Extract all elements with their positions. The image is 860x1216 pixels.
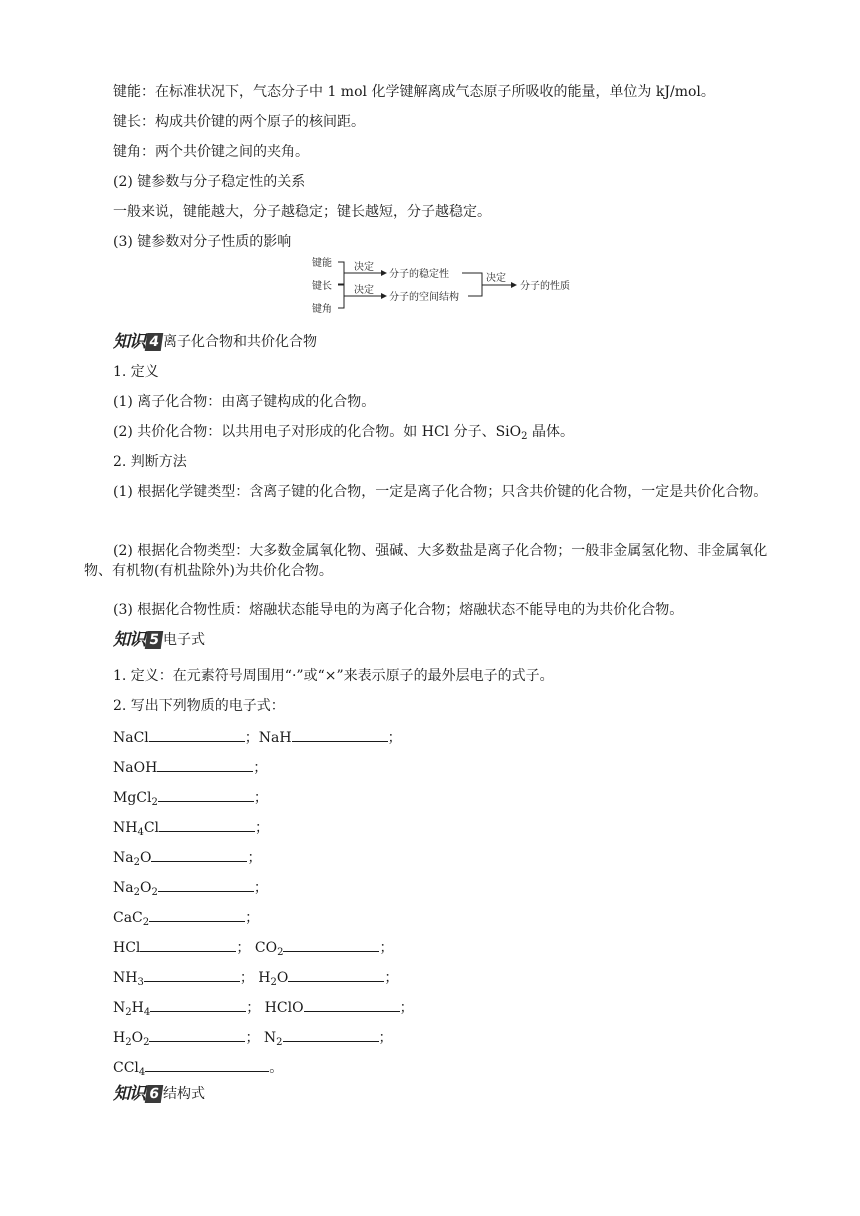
answer-blank[interactable]	[149, 726, 245, 742]
answer-blank[interactable]	[157, 756, 253, 772]
flow-bond-length: 键长	[312, 281, 332, 292]
answer-blank[interactable]	[158, 786, 254, 802]
knowledge-5-heading	[113, 628, 205, 652]
flow-property: 分子的性质	[520, 281, 570, 292]
knowledge-number-badge: 6	[145, 1085, 164, 1103]
formula-row: NaCl ；NaH ；	[113, 726, 402, 748]
section-stability-title: (2) 键参数与分子稳定性的关系	[113, 174, 306, 190]
formula-row: MgCl$_2$ ；	[113, 786, 268, 808]
electron-formula-task: 2. 写出下列物质的电子式：	[113, 698, 285, 714]
answer-blank[interactable]	[159, 816, 255, 832]
knowledge-number-badge: 4	[145, 333, 164, 351]
judge-method-title: 2. 判断方法	[113, 454, 187, 470]
knowledge-number-badge: 5	[145, 631, 164, 649]
ionic-compound-definition: (1) 离子化合物：由离子键构成的化合物。	[113, 394, 376, 410]
knowledge-4-title: 离子化合物和共价化合物	[163, 334, 317, 350]
knowledge-6-title: 结构式	[163, 1086, 205, 1102]
judge-method-3: (3) 根据化合物性质：熔融状态能导电的为离子化合物；熔融状态不能导电的为共价化合物。	[113, 602, 684, 618]
knowledge-4-heading	[113, 330, 317, 354]
section-property-title: (3) 键参数对分子性质的影响	[113, 234, 292, 250]
definition-title: 1. 定义	[113, 364, 159, 380]
section-stability-text: 一般来说，键能越大，分子越稳定；键长越短，分子越稳定。	[113, 204, 491, 220]
formula-row: $H_2O_2$ ； $N_2$ ；	[113, 1026, 393, 1048]
formula-row: CCl$_4$ 。	[113, 1056, 283, 1078]
knowledge-label: 知识	[113, 1084, 145, 1104]
formula-row: NaOH ；	[113, 756, 267, 778]
formula-row: HCl ； $CO_2$ ；	[113, 936, 393, 958]
knowledge-label: 知识	[113, 630, 145, 650]
knowledge-label: 知识	[113, 332, 145, 352]
answer-blank[interactable]	[150, 996, 246, 1012]
judge-method-2: (2) 根据化合物类型：大多数金属氧化物、强碱、大多数盐是离子化合物；一般非金属氢化物、非金属氧化物、有机物(有机盐除外)为共价化合物。	[84, 543, 768, 579]
formula-row: $Na_2O_2$ ；	[113, 876, 268, 898]
knowledge-6-heading	[113, 1082, 205, 1106]
answer-blank[interactable]	[283, 936, 379, 952]
answer-blank[interactable]	[151, 846, 247, 862]
formula-row: $NH_4Cl$ ；	[113, 816, 269, 838]
answer-blank[interactable]	[149, 906, 245, 922]
answer-blank[interactable]	[292, 726, 388, 742]
bond-length-definition: 键长：构成共价键的两个原子的核间距。	[113, 114, 365, 130]
formula-row: $Na_2O$ ；	[113, 846, 261, 868]
flow-bond-angle: 键角	[312, 304, 332, 315]
answer-blank[interactable]	[145, 1056, 269, 1072]
answer-blank[interactable]	[304, 996, 400, 1012]
formula-row: CaC$_2$ ；	[113, 906, 259, 928]
answer-blank[interactable]	[158, 876, 254, 892]
flow-decide-3: 决定	[486, 273, 506, 284]
bond-angle-definition: 键角：两个共价键之间的夹角。	[113, 144, 309, 160]
flow-decide-2: 决定	[354, 285, 374, 296]
flow-structure: 分子的空间结构	[389, 292, 459, 303]
flow-stability: 分子的稳定性	[389, 269, 449, 280]
answer-blank[interactable]	[144, 966, 240, 982]
knowledge-5-title: 电子式	[163, 632, 205, 648]
flow-decide-1: 决定	[354, 262, 374, 273]
covalent-compound-definition: (2) 共价化合物：以共用电子对形成的化合物。如 HCl 分子、SiO$_2$ 晶体。	[113, 424, 574, 442]
answer-blank[interactable]	[288, 966, 384, 982]
judge-method-1: (1) 根据化学键类型：含离子键的化合物，一定是离子化合物；只含共价键的化合物，一定是共价化合物。	[113, 484, 768, 500]
answer-blank[interactable]	[149, 1026, 245, 1042]
answer-blank[interactable]	[140, 936, 236, 952]
formula-row: $NH_3$ ； $H_2O$ ；	[113, 966, 398, 988]
answer-blank[interactable]	[283, 1026, 379, 1042]
formula-row: $N_2H_4$ ； HClO ；	[113, 996, 414, 1018]
bond-energy-definition: 键能：在标准状况下，气态分子中 1 mol 化学键解离成气态原子所吸收的能量，单位为 kJ/mol。	[113, 84, 715, 100]
electron-formula-definition: 1. 定义：在元素符号周围用“·”或“×”来表示原子的最外层电子的式子。	[113, 668, 554, 684]
bond-parameter-flow-diagram	[308, 254, 593, 316]
flow-bond-energy: 键能	[312, 258, 332, 269]
